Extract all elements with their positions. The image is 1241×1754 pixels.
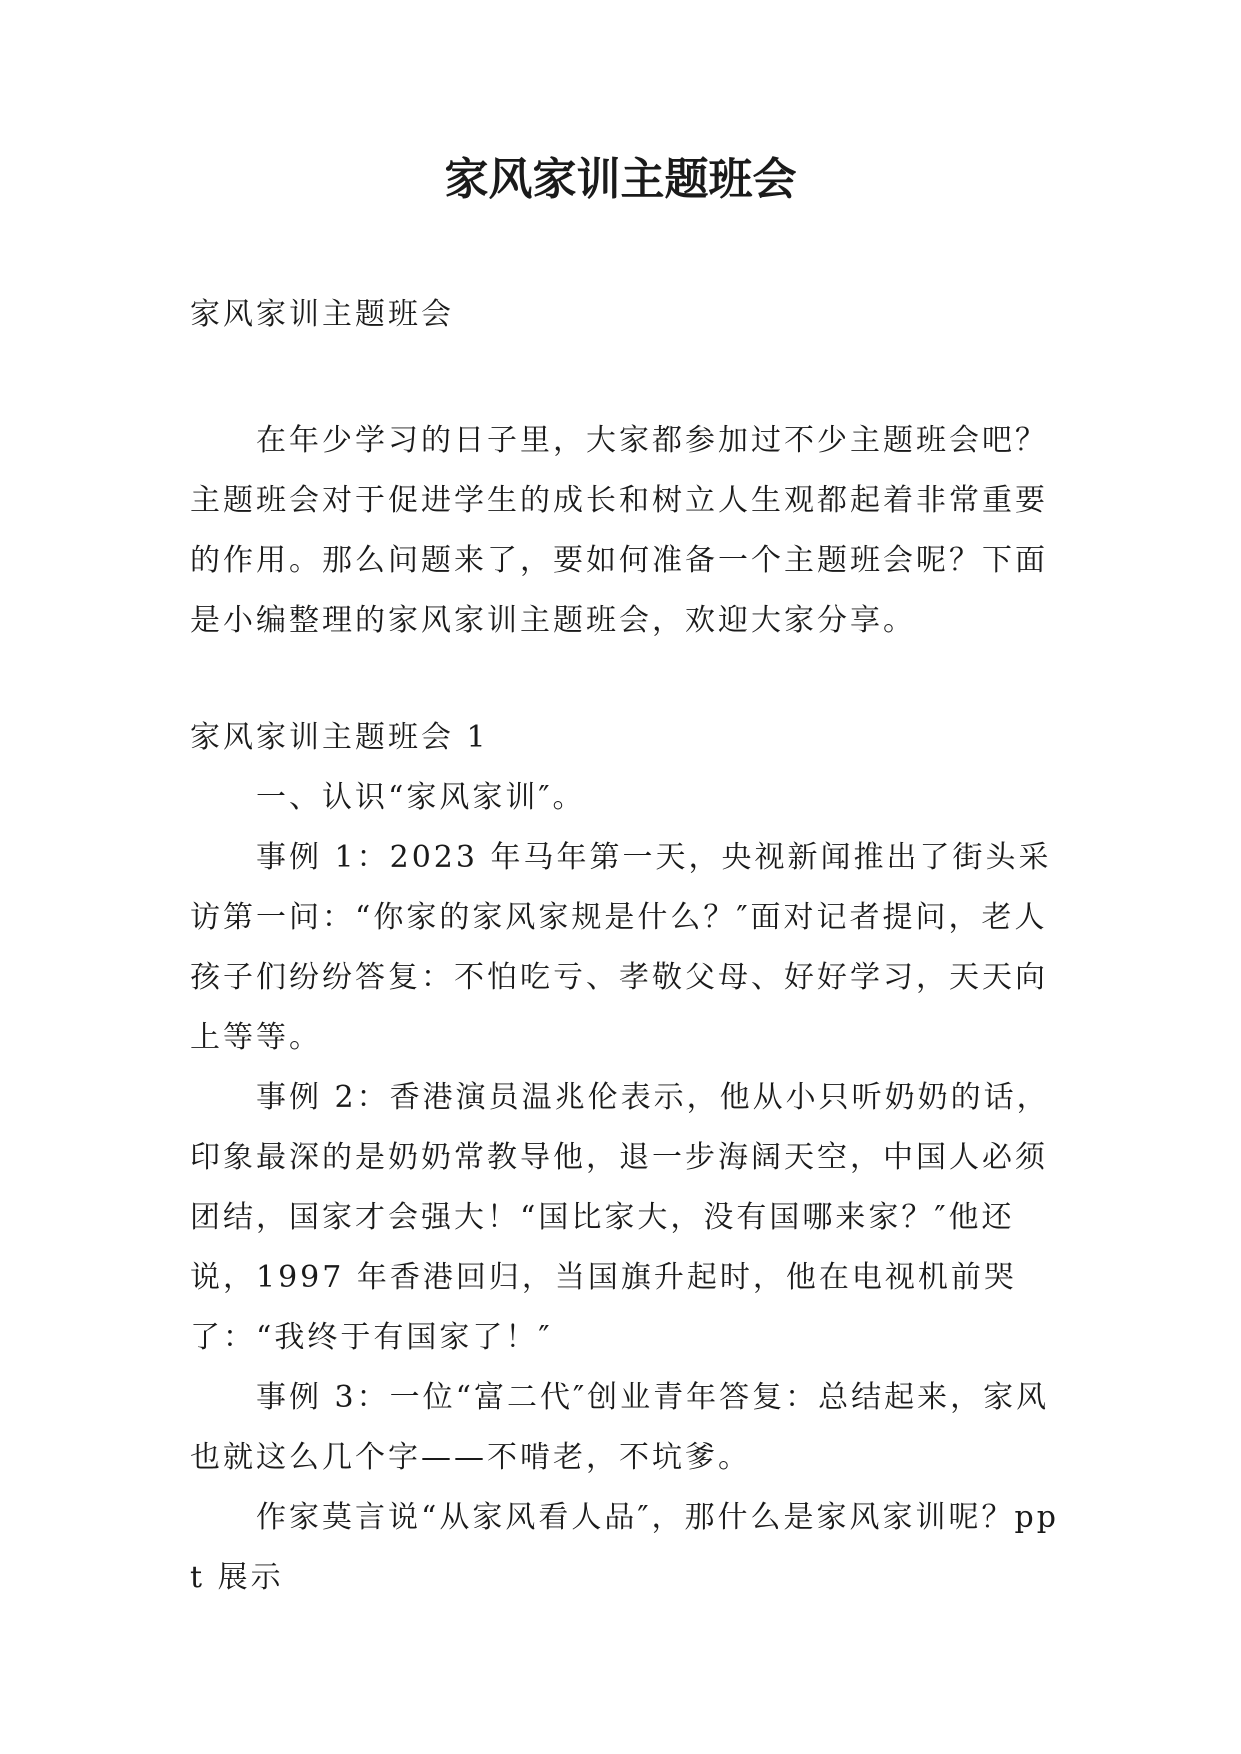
document-title: 家风家训主题班会 — [444, 154, 797, 205]
section-heading: 家风家训主题班会 1 — [190, 720, 489, 755]
closing-paragraph: 作家莫言说“从家风看人品″，那什么是家风家训呢？ppt 展示 — [190, 1500, 1059, 1595]
point-heading: 一、认识“家风家训″。 — [256, 780, 586, 815]
example-paragraph-1: 事例 1：2023 年马年第一天，央视新闻推出了街头采访第一问：“你家的家风家规是什么？″面对记者提问，老人孩子们纷纷答复：不怕吃亏、孝敬父母、好好学习，天天向上等等。 — [190, 840, 1052, 1055]
example-paragraph-2: 事例 2：香港演员温兆伦表示，他从小只听奶奶的话，印象最深的是奶奶常教导他，退一步海阔天空，中国人必须团结，国家才会强大！“国比家大，没有国哪来家？″他还说，1997 年香港回归，当国旗升起时，他在电视机前哭了：“我终于有国家了！″ — [190, 1080, 1050, 1355]
document-body — [190, 285, 1070, 1608]
example-paragraph-3: 事例 3：一位“富二代″创业青年答复：总结起来，家风也就这么几个字——不啃老，不坑爹。 — [190, 1380, 1050, 1475]
intro-paragraph: 在年少学习的日子里，大家都参加过不少主题班会吧？主题班会对于促进学生的成长和树立人生观都起着非常重要的作用。那么问题来了，要如何准备一个主题班会呢？下面是小编整理的家风家训主题班会，欢迎大家分享。 — [190, 423, 1048, 638]
subtitle: 家风家训主题班会 — [190, 297, 454, 332]
